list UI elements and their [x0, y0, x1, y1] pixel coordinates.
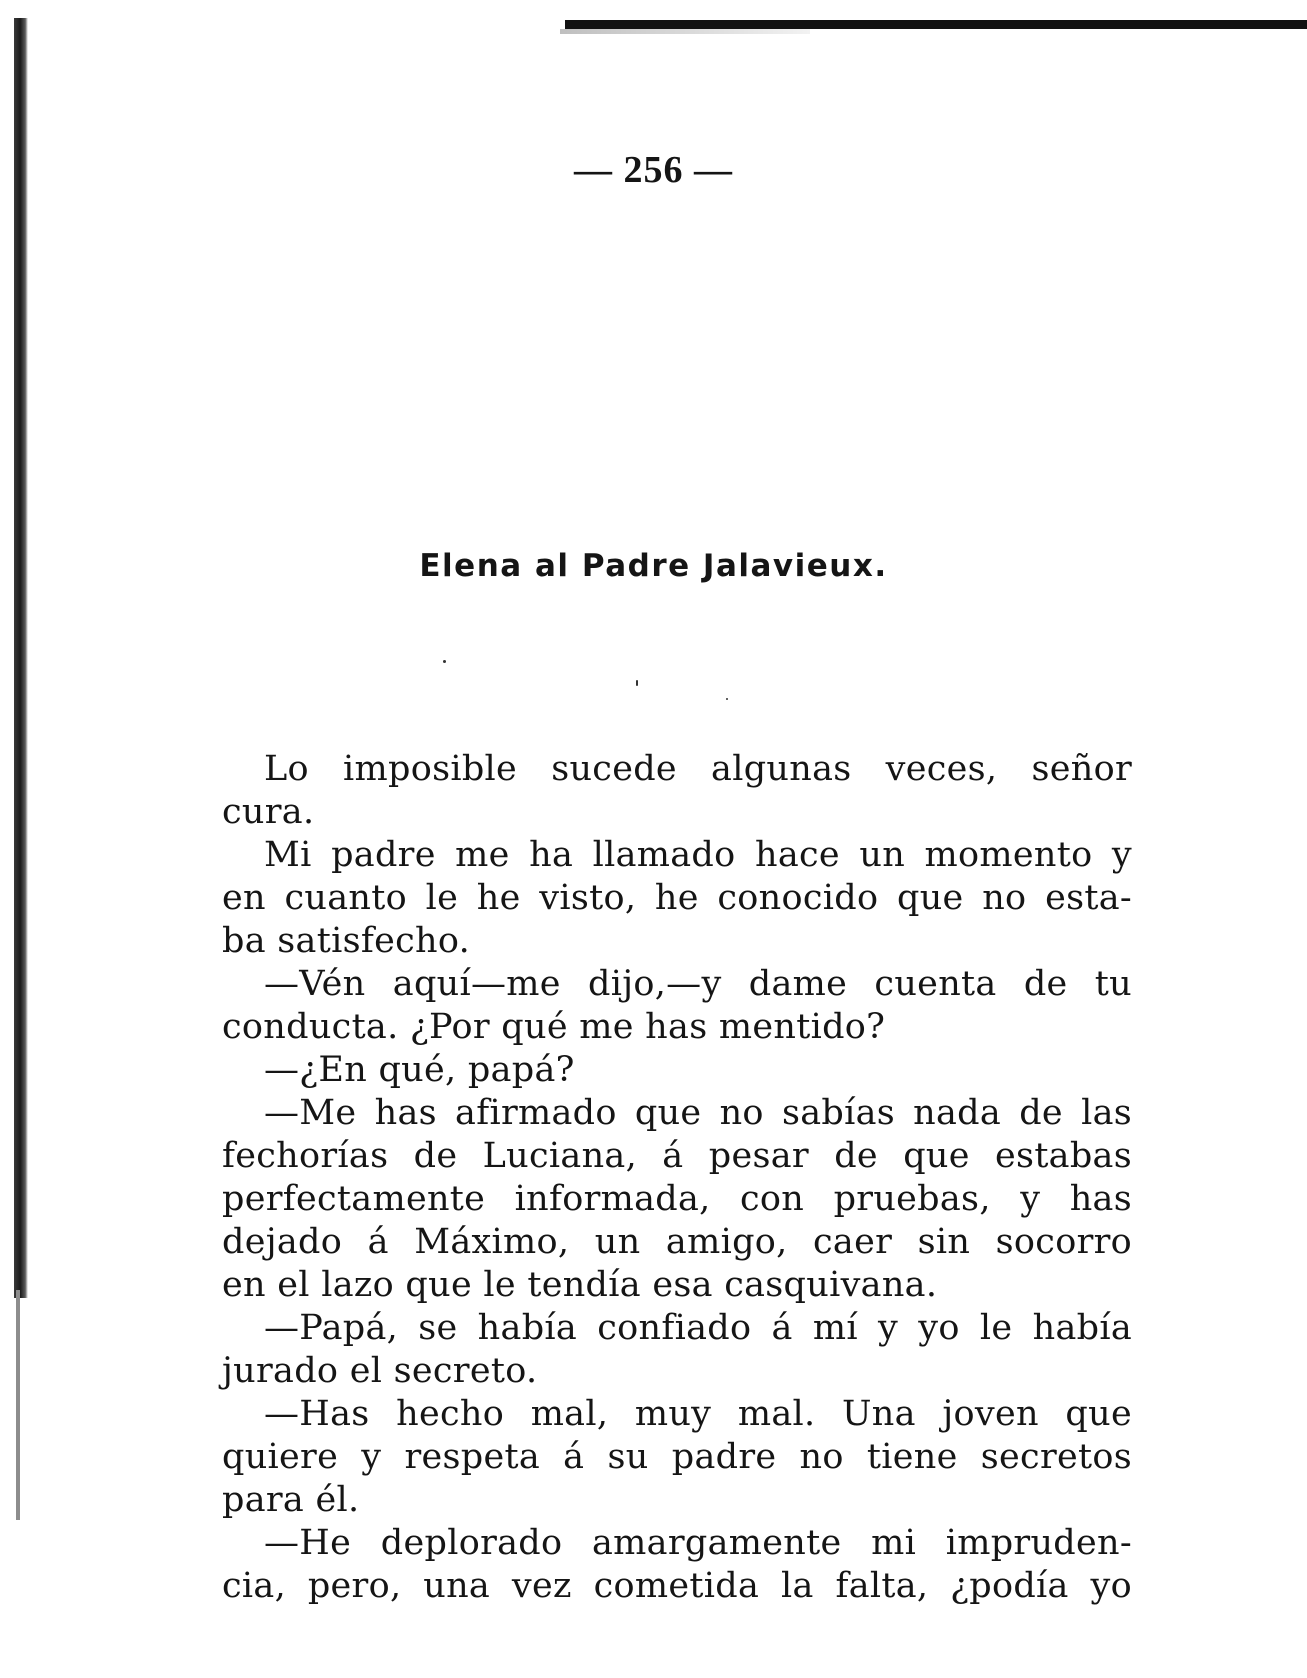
- text-line: cia, pero, una vez cometida la falta, ¿podía yo: [222, 1566, 1132, 1606]
- scan-left-edge-lower: [16, 1290, 20, 1520]
- body-text: [222, 748, 1132, 1608]
- text-line: cura.: [222, 792, 315, 832]
- text-line: en cuanto le he visto, he conocido que no esta-: [222, 878, 1132, 918]
- text-line: ba satisfecho.: [222, 921, 471, 961]
- text-line: —Me has afirmado que no sabías nada de las: [264, 1093, 1132, 1133]
- text-line: para él.: [222, 1480, 360, 1520]
- ink-speck: [726, 698, 728, 700]
- text-line: quiere y respeta á su padre no tiene secretos: [222, 1437, 1132, 1477]
- scan-top-smudge: [560, 29, 810, 34]
- text-line: —Papá, se había confiado á mí y yo le había: [264, 1308, 1132, 1348]
- text-line: —Vén aquí—me dijo,—y dame cuenta de tu: [264, 964, 1132, 1004]
- text-line: —He deplorado amargamente mi impruden-: [264, 1523, 1132, 1563]
- text-line: conducta. ¿Por qué me has mentido?: [222, 1007, 886, 1047]
- ink-speck: [443, 660, 446, 663]
- text-line: —Has hecho mal, muy mal. Una joven que: [264, 1394, 1132, 1434]
- text-line: perfectamente informada, con pruebas, y has: [222, 1179, 1132, 1219]
- text-line: Lo imposible sucede algunas veces, señor: [264, 749, 1132, 789]
- text-line: en el lazo que le tendía esa casquivana.: [222, 1265, 938, 1305]
- scan-top-bar: [565, 20, 1307, 29]
- page-number: — 256 —: [574, 149, 733, 191]
- scan-left-edge: [14, 18, 28, 1298]
- text-line: dejado á Máximo, un amigo, caer sin socorro: [222, 1222, 1132, 1262]
- chapter-heading: Elena al Padre Jalavieux.: [419, 548, 888, 584]
- text-line: —¿En qué, papá?: [264, 1050, 575, 1090]
- text-line: jurado el secreto.: [222, 1351, 538, 1391]
- text-line: Mi padre me ha llamado hace un momento y: [264, 835, 1132, 875]
- text-line: fechorías de Luciana, á pesar de que estabas: [222, 1136, 1132, 1176]
- ink-speck: [636, 680, 638, 686]
